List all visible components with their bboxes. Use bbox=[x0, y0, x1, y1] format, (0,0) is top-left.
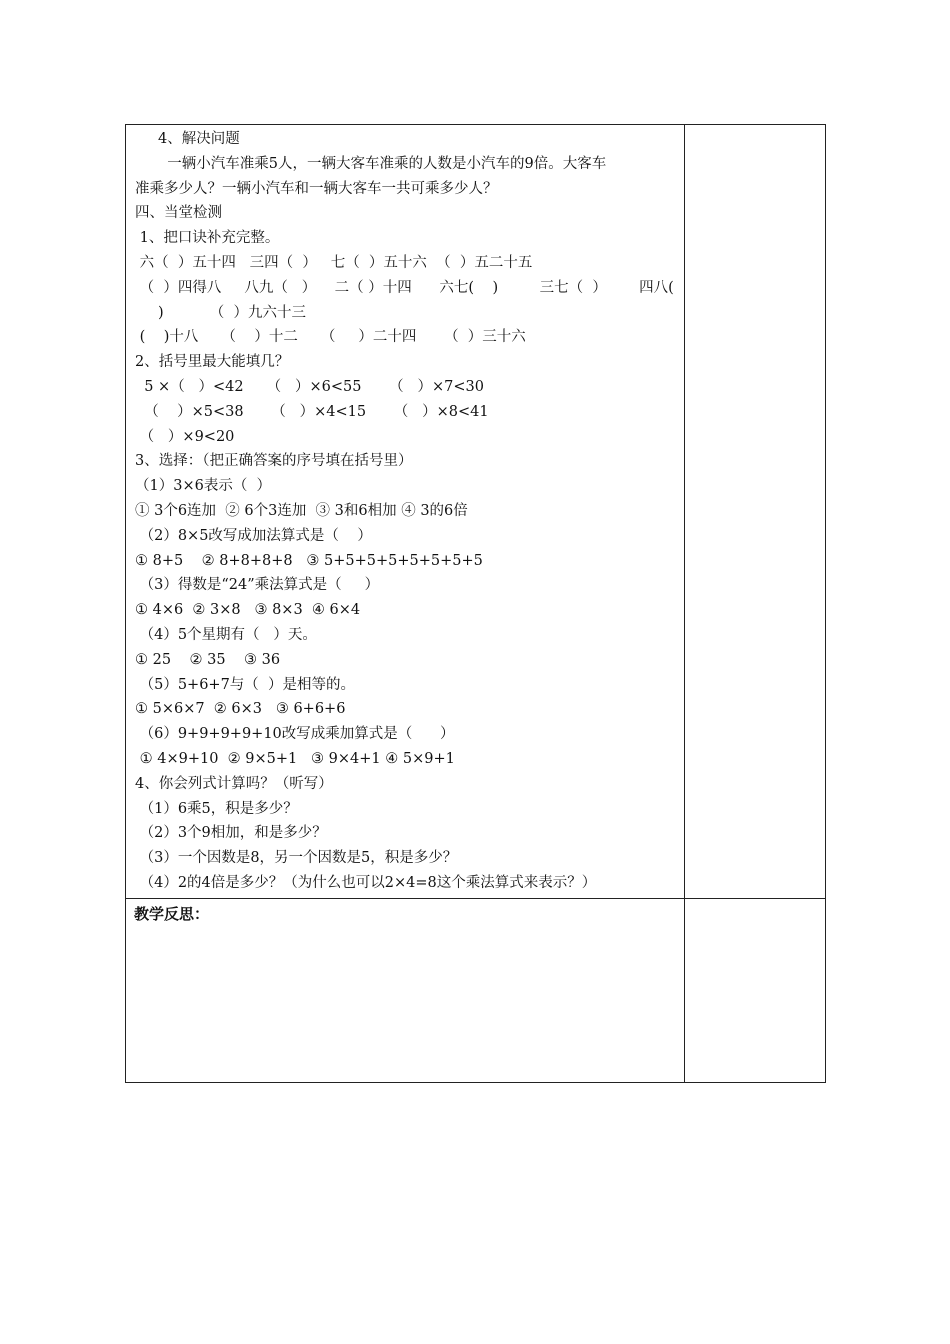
text-line: （1）3×6表示（ ） bbox=[135, 478, 272, 495]
text-line: ① 3个6连加 ② 6个3连加 ③ 3和6相加 ④ 3的6倍 bbox=[135, 502, 468, 519]
text-line: ① 25 ② 35 ③ 36 bbox=[135, 651, 281, 668]
text-line: 3、选择：（把正确答案的序号填在括号里） bbox=[135, 453, 413, 470]
text-line: 1、把口诀补充完整。 bbox=[135, 230, 280, 247]
text-line: ) （ ）九六十三 bbox=[135, 304, 307, 321]
text-line: ① 5×6×7 ② 6×3 ③ 6+6+6 bbox=[135, 701, 346, 718]
text-line: （4）5个星期有（ ）天。 bbox=[135, 626, 317, 643]
exercise-text bbox=[126, 125, 684, 898]
text-line: 四、当堂检测 bbox=[135, 205, 222, 222]
text-line: ① 8+5 ② 8+8+8+8 ③ 5+5+5+5+5+5+5+5 bbox=[135, 552, 483, 569]
text-line: （6）9+9+9+9+10改写成乘加算式是（ ） bbox=[135, 726, 455, 743]
text-line: （ ）×5<38 （ ）×4<15 （ ）×8<41 bbox=[135, 403, 489, 420]
text-line: （2）8×5改写成加法算式是（ ） bbox=[135, 527, 372, 544]
text-line: （4）2的4倍是多少？（为什么也可以2×4=8这个乘法算式来表示？） bbox=[135, 874, 597, 891]
text-line: （5）5+6+7与（ ）是相等的。 bbox=[135, 676, 356, 693]
reflection-row bbox=[126, 898, 826, 1082]
text-line: （3）得数是“24”乘法算式是（ ） bbox=[135, 577, 380, 594]
text-line: 一辆小汽车准乘5人，一辆大客车准乘的人数是小汽车的9倍。大客车 bbox=[135, 155, 607, 172]
reflection-side-cell bbox=[685, 898, 826, 1082]
text-line: （ ）×9<20 bbox=[135, 428, 235, 445]
text-line: 5 ×（ ）<42 （ ）×6<55 （ ）×7<30 bbox=[135, 378, 484, 395]
text-line: ① 4×9+10 ② 9×5+1 ③ 9×4+1 ④ 5×9+1 bbox=[135, 750, 455, 767]
text-line: （1）6乘5，积是多少？ bbox=[135, 800, 298, 817]
text-line: ① 4×6 ② 3×8 ③ 8×3 ④ 6×4 bbox=[135, 602, 361, 619]
text-line: ( )十八 （ ）十二 （ ）二十四 （ ）三十六 bbox=[135, 329, 526, 346]
reflection-cell bbox=[126, 898, 685, 1082]
text-line: （3）一个因数是8，另一个因数是5，积是多少？ bbox=[135, 850, 458, 867]
text-line: 六（ ）五十四 三四（ ） 七（ ）五十六 （ ）五二十五 bbox=[135, 254, 533, 271]
text-line: 4、解决问题 bbox=[135, 131, 240, 147]
text-line: 2、括号里最大能填几？ bbox=[135, 354, 290, 371]
text-line: 4、你会列式计算吗？（听写） bbox=[135, 775, 333, 792]
content-row bbox=[126, 125, 826, 899]
lesson-table bbox=[125, 124, 826, 1083]
side-notes-cell bbox=[685, 125, 826, 899]
reflection-title: 教学反思： bbox=[134, 904, 210, 923]
content-cell bbox=[126, 125, 685, 899]
text-line: 准乘多少人？一辆小汽车和一辆大客车一共可乘多少人？ bbox=[135, 180, 498, 197]
text-line: （2）3个9相加，和是多少？ bbox=[135, 825, 327, 842]
text-line: （ ）四得八 八九（ ） 二（ ）十四 六七( ) 三七（ ） 四八( bbox=[135, 279, 674, 296]
